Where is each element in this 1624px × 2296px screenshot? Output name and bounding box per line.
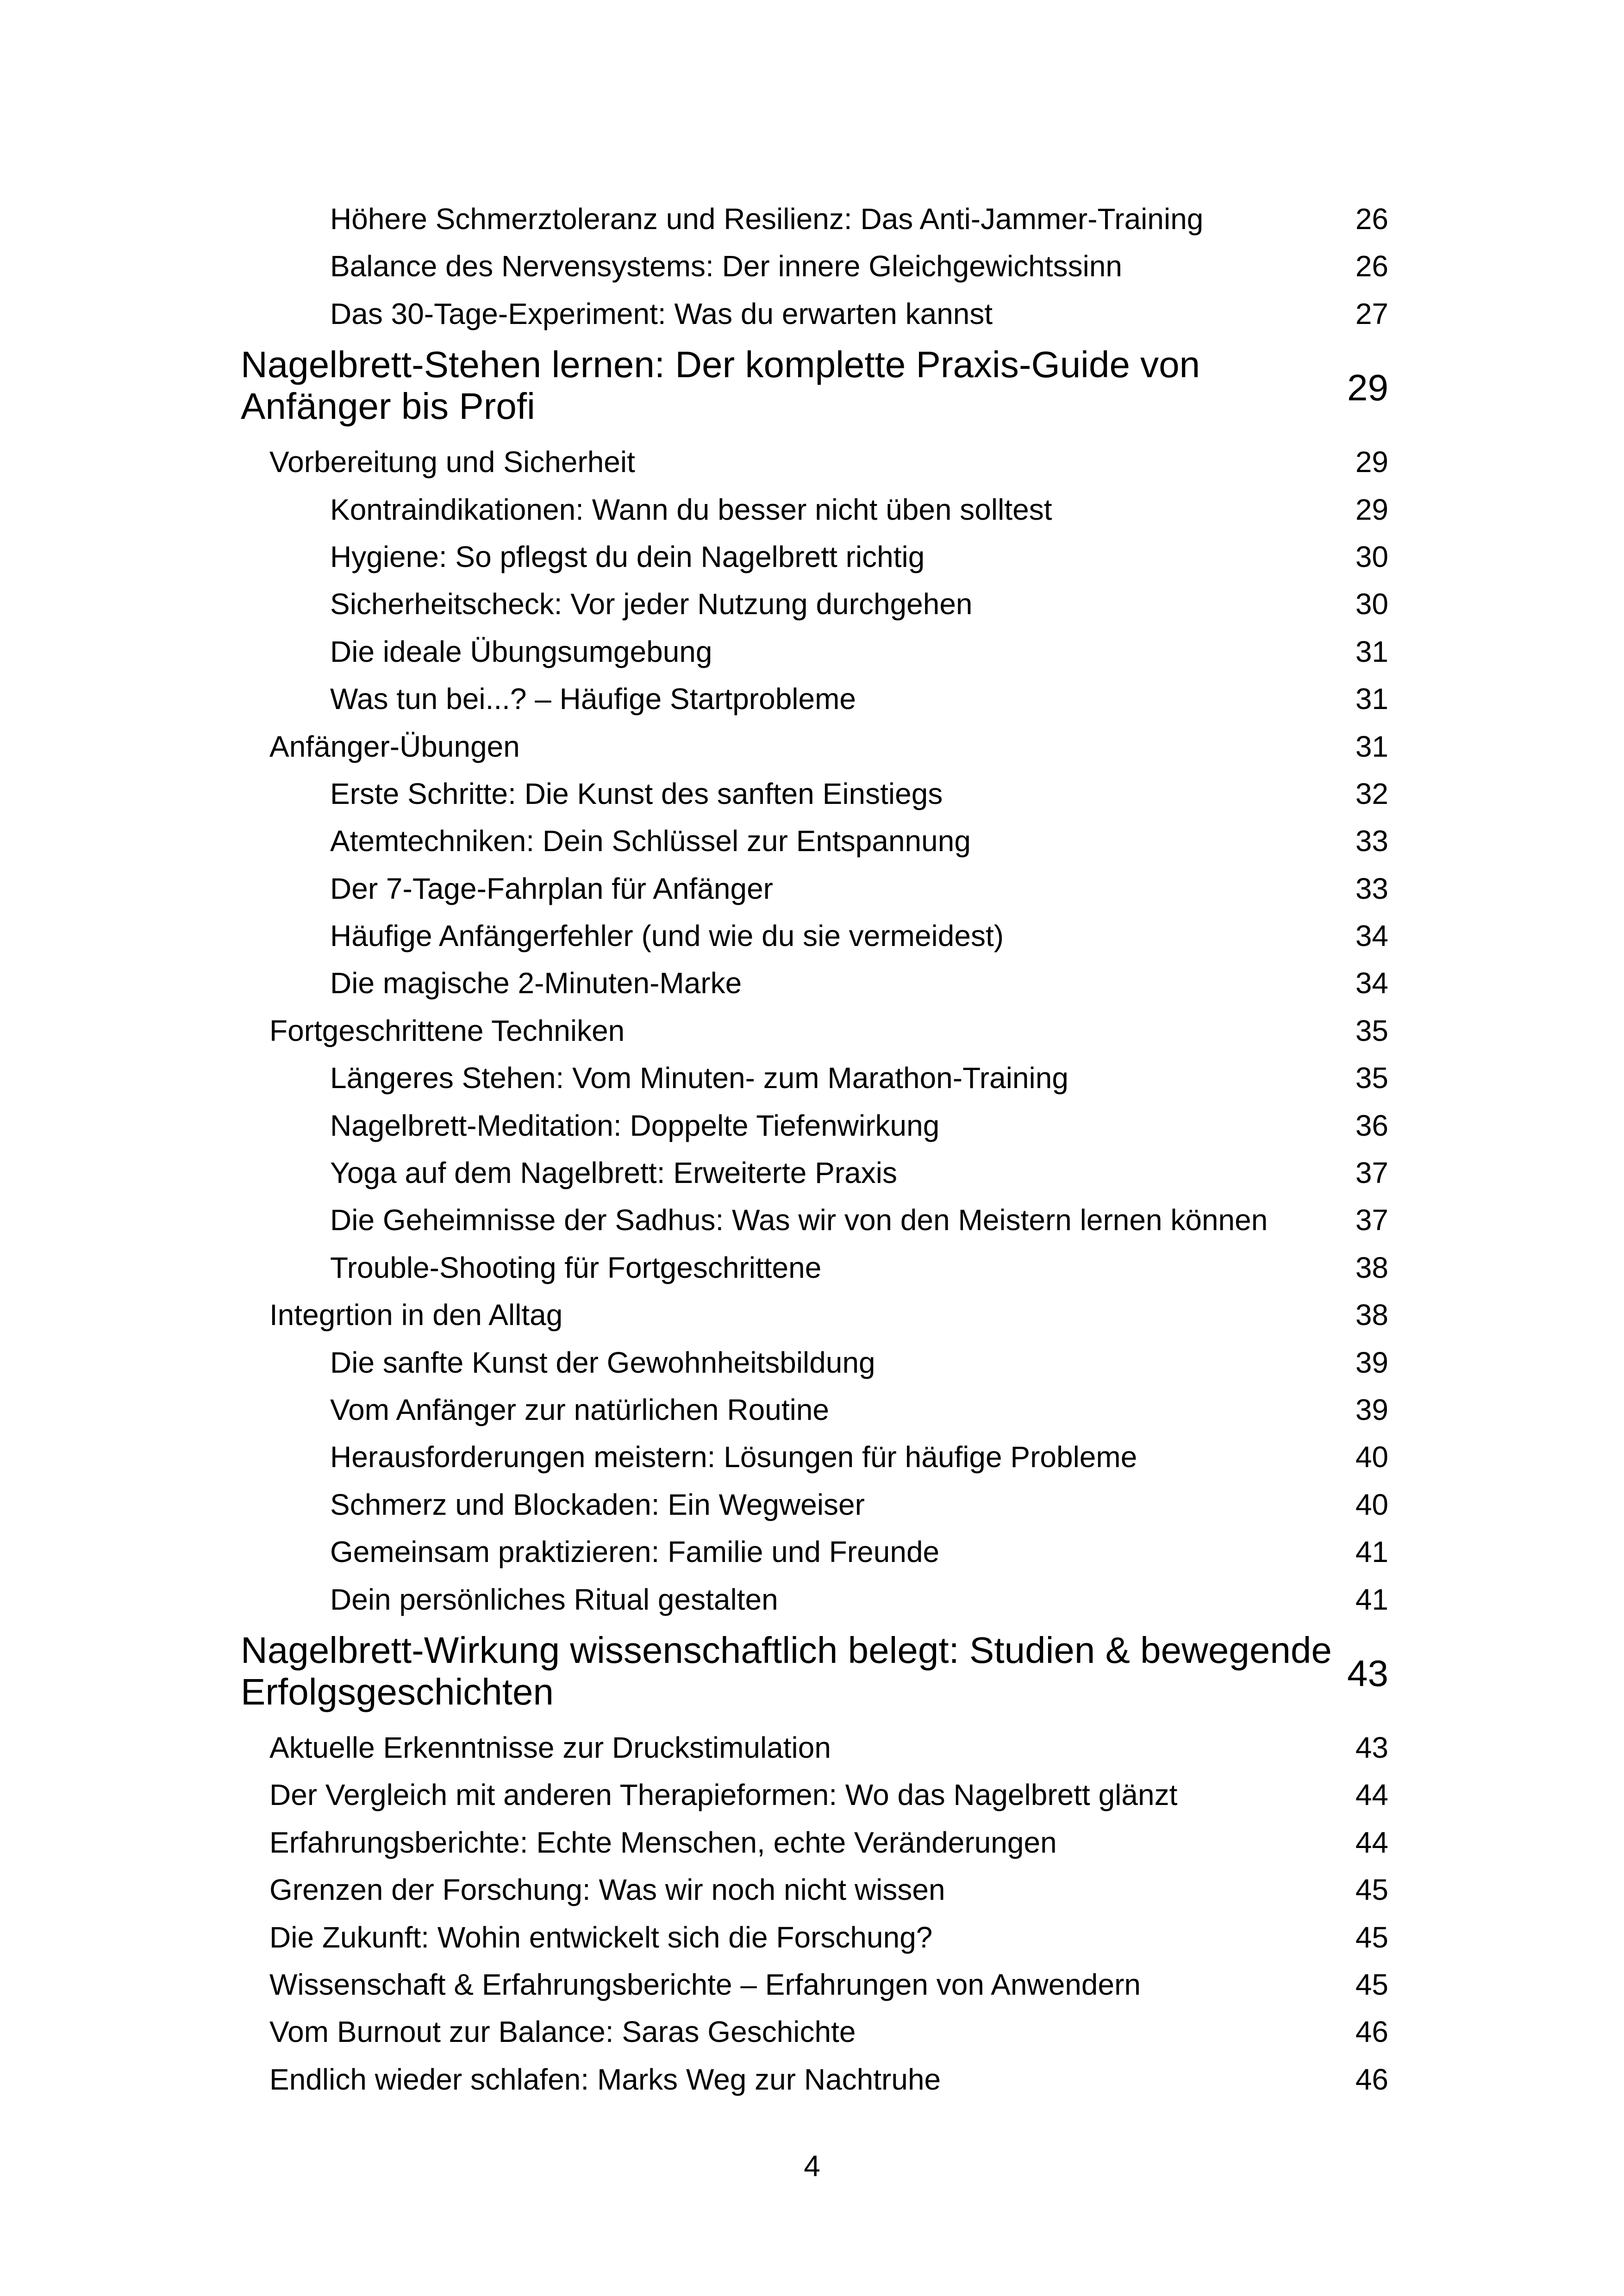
toc-entry-page-number: 29	[1355, 445, 1388, 479]
toc-entry-title: Aktuelle Erkenntnisse zur Druckstimulation	[269, 1730, 831, 1764]
toc-entry-title: Kontraindikationen: Wann du besser nicht üben solltest	[330, 492, 1052, 526]
toc-subsection[interactable]	[0, 580, 1624, 628]
toc-entry-title: Erste Schritte: Die Kunst des sanften Einstiegs	[330, 777, 943, 810]
toc-entry-page-number: 45	[1355, 1873, 1388, 1907]
toc-subsection[interactable]	[0, 243, 1624, 290]
toc-section[interactable]	[0, 1291, 1624, 1338]
toc-entry-title: Vorbereitung und Sicherheit	[269, 445, 635, 479]
toc-subsection[interactable]	[0, 195, 1624, 243]
toc-entry-title: Dein persönliches Ritual gestalten	[330, 1582, 778, 1616]
page-number: 4	[804, 2149, 820, 2183]
toc-entry-title: Erfahrungsberichte: Echte Menschen, echte Veränderungen	[269, 1825, 1057, 1859]
toc-section[interactable]	[0, 1914, 1624, 1961]
toc-entry-title: Hygiene: So pflegst du dein Nagelbrett richtig	[330, 540, 925, 573]
toc-entry-page-number: 41	[1355, 1582, 1388, 1616]
toc-subsection[interactable]	[0, 1339, 1624, 1386]
toc-entry-page-number: 38	[1355, 1251, 1388, 1284]
toc-entry-title: Nagelbrett-Wirkung wissenschaftlich belegt: Studien & bewegende Erfolgsgeschichten	[241, 1629, 1332, 1712]
toc-subsection[interactable]	[0, 1481, 1624, 1528]
toc-subsection[interactable]	[0, 675, 1624, 722]
toc-entry-page-number: 29	[1355, 492, 1388, 526]
toc-entry-title: Das 30-Tage-Experiment: Was du erwarten kannst	[330, 297, 993, 330]
toc-entry-page-number: 27	[1355, 297, 1388, 330]
toc-entry-page-number: 46	[1355, 2062, 1388, 2096]
toc-subsection[interactable]	[0, 1102, 1624, 1149]
toc-entry-page-number: 38	[1355, 1298, 1388, 1332]
toc-entry-page-number: 26	[1355, 249, 1388, 283]
toc-entry-title: Integrtion in den Alltag	[269, 1298, 563, 1332]
toc-entry-page-number: 37	[1355, 1156, 1388, 1190]
toc-subsection[interactable]	[0, 290, 1624, 337]
toc-entry-page-number: 41	[1355, 1535, 1388, 1569]
toc-entry-title: Anfänger-Übungen	[269, 729, 520, 763]
toc-entry-page-number: 29	[1347, 367, 1388, 409]
toc-entry-page-number: 26	[1355, 202, 1388, 236]
toc-chapter[interactable]	[0, 1623, 1624, 1724]
toc-section[interactable]	[0, 2008, 1624, 2055]
toc-entry-page-number: 45	[1355, 1967, 1388, 2001]
toc-subsection[interactable]	[0, 1386, 1624, 1433]
toc-entry-title: Grenzen der Forschung: Was wir noch nicht wissen	[269, 1873, 945, 1907]
toc-entry-title: Endlich wieder schlafen: Marks Weg zur Nachtruhe	[269, 2062, 941, 2096]
toc-entry-page-number: 37	[1355, 1203, 1388, 1237]
toc-entry-page-number: 44	[1355, 1825, 1388, 1859]
toc-entry-page-number: 36	[1355, 1108, 1388, 1142]
toc-section[interactable]	[0, 1819, 1624, 1866]
toc-entry-title: Längeres Stehen: Vom Minuten- zum Marathon-Training	[330, 1061, 1068, 1095]
toc-subsection[interactable]	[0, 912, 1624, 959]
toc-entry-title: Schmerz und Blockaden: Ein Wegweiser	[330, 1487, 865, 1521]
toc-entry-title: Yoga auf dem Nagelbrett: Erweiterte Praxis	[330, 1156, 897, 1190]
toc-entry-title: Wissenschaft & Erfahrungsberichte – Erfahrungen von Anwendern	[269, 1967, 1141, 2001]
toc-entry-page-number: 40	[1355, 1487, 1388, 1521]
toc-section[interactable]	[0, 1866, 1624, 1913]
toc-entry-title: Herausforderungen meistern: Lösungen für häufige Probleme	[330, 1440, 1137, 1474]
toc-entry-page-number: 31	[1355, 635, 1388, 668]
toc-subsection[interactable]	[0, 1244, 1624, 1291]
toc-subsection[interactable]	[0, 628, 1624, 675]
toc-chapter[interactable]	[0, 337, 1624, 438]
toc-entry-title: Vom Anfänger zur natürlichen Routine	[330, 1393, 829, 1426]
toc-section[interactable]	[0, 2056, 1624, 2103]
toc-subsection[interactable]	[0, 959, 1624, 1007]
toc-entry-title: Die Geheimnisse der Sadhus: Was wir von den Meistern lernen können	[330, 1203, 1268, 1237]
toc-entry-page-number: 35	[1355, 1061, 1388, 1095]
toc-entry-title: Balance des Nervensystems: Der innere Gleichgewichtssinn	[330, 249, 1122, 283]
toc-entry-page-number: 34	[1355, 966, 1388, 1000]
toc-entry-page-number: 32	[1355, 777, 1388, 810]
toc-entry-title: Fortgeschrittene Techniken	[269, 1014, 625, 1047]
toc-entry-title: Häufige Anfängerfehler (und wie du sie vermeidest)	[330, 919, 1004, 953]
toc-subsection[interactable]	[0, 533, 1624, 580]
toc-section[interactable]	[0, 1724, 1624, 1771]
toc-section[interactable]	[0, 1007, 1624, 1054]
toc-entry-title: Die magische 2-Minuten-Marke	[330, 966, 742, 1000]
toc-subsection[interactable]	[0, 1576, 1624, 1623]
toc-entry-page-number: 30	[1355, 540, 1388, 573]
toc-entry-page-number: 31	[1355, 682, 1388, 716]
toc-entry-title: Der Vergleich mit anderen Therapieformen: Wo das Nagelbrett glänzt	[269, 1778, 1178, 1812]
toc-subsection[interactable]	[0, 1433, 1624, 1481]
toc-entry-page-number: 34	[1355, 919, 1388, 953]
toc-entry-page-number: 45	[1355, 1920, 1388, 1954]
toc-entry-title: Trouble-Shooting für Fortgeschrittene	[330, 1251, 822, 1284]
table-of-contents	[0, 195, 1624, 2103]
toc-entry-page-number: 43	[1347, 1652, 1388, 1694]
toc-entry-title: Die ideale Übungsumgebung	[330, 635, 712, 668]
toc-subsection[interactable]	[0, 486, 1624, 533]
toc-section[interactable]	[0, 1771, 1624, 1818]
toc-entry-page-number: 43	[1355, 1730, 1388, 1764]
toc-entry-title: Nagelbrett-Meditation: Doppelte Tiefenwirkung	[330, 1108, 940, 1142]
toc-entry-page-number: 33	[1355, 824, 1388, 858]
toc-subsection[interactable]	[0, 1054, 1624, 1101]
toc-entry-page-number: 46	[1355, 2015, 1388, 2049]
toc-entry-page-number: 44	[1355, 1778, 1388, 1812]
toc-entry-page-number: 33	[1355, 871, 1388, 905]
toc-entry-title: Die sanfte Kunst der Gewohnheitsbildung	[330, 1345, 875, 1379]
toc-entry-title: Nagelbrett-Stehen lernen: Der komplette Praxis-Guide von Anfänger bis Profi	[241, 344, 1200, 427]
toc-entry-title: Die Zukunft: Wohin entwickelt sich die Forschung?	[269, 1920, 933, 1954]
toc-entry-title: Höhere Schmerztoleranz und Resilienz: Das Anti-Jammer-Training	[330, 202, 1204, 236]
toc-section[interactable]	[0, 723, 1624, 770]
toc-entry-page-number: 31	[1355, 729, 1388, 763]
toc-subsection[interactable]	[0, 1149, 1624, 1196]
toc-entry-page-number: 40	[1355, 1440, 1388, 1474]
toc-entry-page-number: 30	[1355, 587, 1388, 621]
toc-entry-title: Sicherheitscheck: Vor jeder Nutzung durchgehen	[330, 587, 973, 621]
toc-subsection[interactable]	[0, 1528, 1624, 1575]
toc-subsection[interactable]	[0, 770, 1624, 817]
toc-entry-title: Atemtechniken: Dein Schlüssel zur Entspannung	[330, 824, 971, 858]
toc-entry-page-number: 39	[1355, 1393, 1388, 1426]
toc-entry-title: Gemeinsam praktizieren: Familie und Freunde	[330, 1535, 940, 1569]
toc-subsection[interactable]	[0, 817, 1624, 865]
toc-subsection[interactable]	[0, 865, 1624, 912]
toc-entry-title: Was tun bei...? – Häufige Startprobleme	[330, 682, 856, 716]
toc-entry-page-number: 39	[1355, 1345, 1388, 1379]
toc-entry-page-number: 35	[1355, 1014, 1388, 1047]
toc-section[interactable]	[0, 1961, 1624, 2008]
toc-entry-title: Vom Burnout zur Balance: Saras Geschichte	[269, 2015, 856, 2049]
toc-subsection[interactable]	[0, 1196, 1624, 1244]
toc-section[interactable]	[0, 438, 1624, 485]
toc-entry-title: Der 7-Tage-Fahrplan für Anfänger	[330, 871, 773, 905]
